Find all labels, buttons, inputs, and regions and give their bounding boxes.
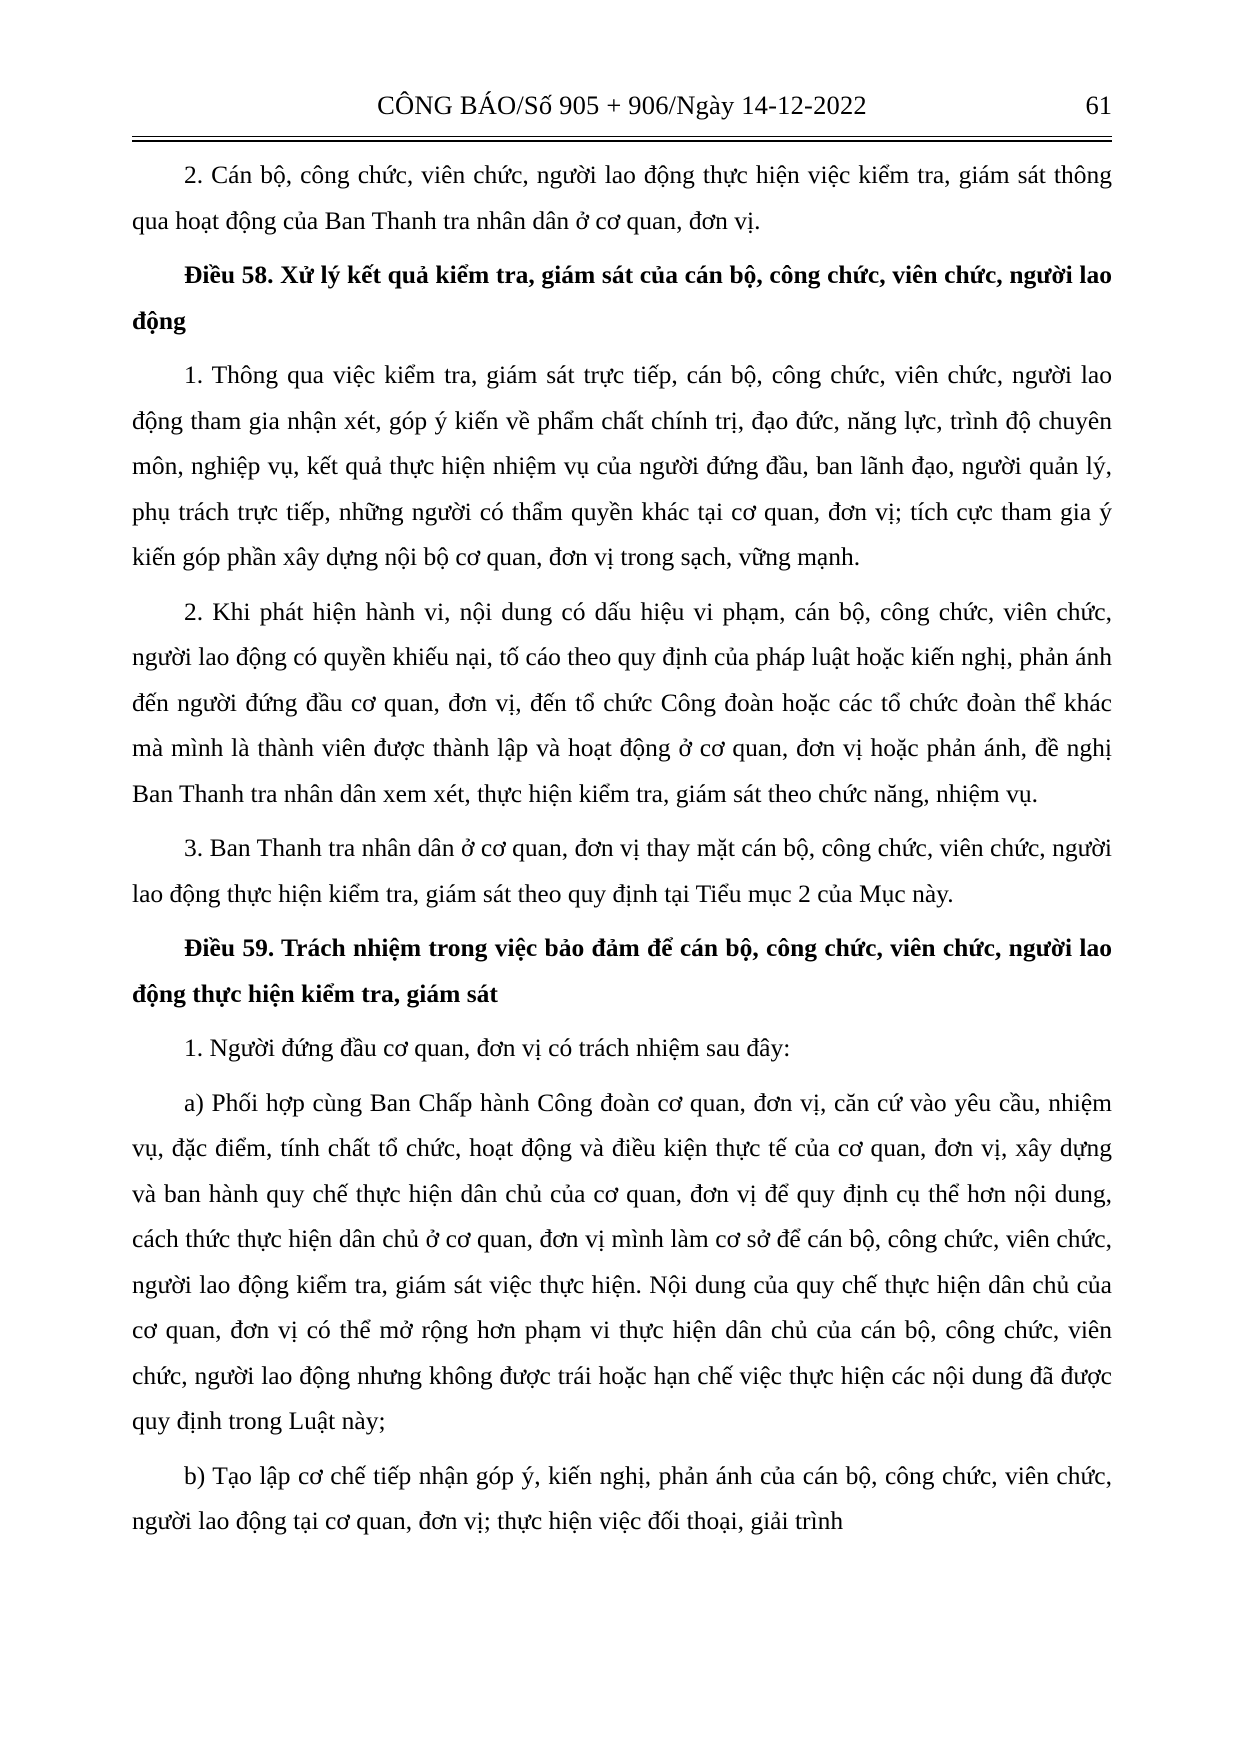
page-header (132, 90, 1112, 142)
header-divider (132, 136, 1112, 142)
article-heading-dieu-59: Điều 59. Trách nhiệm trong việc bảo đảm để cán bộ, công chức, viên chức, người lao động thực hiện kiểm tra, giám sát (132, 933, 1112, 1008)
paragraph-58-1: 1. Thông qua việc kiểm tra, giám sát trực tiếp, cán bộ, công chức, viên chức, người lao động tham gia nhận xét, góp ý kiến về phẩm chất chính trị, đạo đức, năng lực, trình độ chuyên môn, nghiệp vụ, kết quả thực hiện nhiệm vụ của người đứng đầu, ban lãnh đạo, người quản lý, phụ trách trực tiếp, những người có thẩm quyền khác tại cơ quan, đơn vị; tích cực tham gia ý kiến góp phần xây dựng nội bộ cơ quan, đơn vị trong sạch, vững mạnh. (132, 360, 1112, 571)
header-line (132, 90, 1112, 130)
paragraph-59-1-a: a) Phối hợp cùng Ban Chấp hành Công đoàn cơ quan, đơn vị, căn cứ vào yêu cầu, nhiệm vụ, đặc điểm, tính chất tổ chức, hoạt động và điều kiện thực tế của cơ quan, đơn vị, xây dựng và ban hành quy chế thực hiện dân chủ của cơ quan, đơn vị để quy định cụ thể hơn nội dung, cách thức thực hiện dân chủ ở cơ quan, đơn vị mình làm cơ sở để cán bộ, công chức, viên chức, người lao động kiểm tra, giám sát việc thực hiện. Nội dung của quy chế thực hiện dân chủ của cơ quan, đơn vị có thể mở rộng hơn phạm vi thực hiện dân chủ của cán bộ, công chức, viên chức, người lao động nhưng không được trái hoặc hạn chế việc thực hiện các nội dung đã được quy định trong Luật này; (132, 1087, 1112, 1435)
paragraph-58-2b: 2. Khi phát hiện hành vi, nội dung có dấu hiệu vi phạm, cán bộ, công chức, viên chức, người lao động có quyền khiếu nại, tố cáo theo quy định của pháp luật hoặc kiến nghị, phản ánh đến người đứng đầu cơ quan, đơn vị, đến tổ chức Công đoàn hoặc các tổ chức đoàn thể khác mà mình là thành viên được thành lập và hoạt động ở cơ quan, đơn vị hoặc phản ánh, đề nghị Ban Thanh tra nhân dân xem xét, thực hiện kiểm tra, giám sát theo chức năng, nhiệm vụ. (132, 596, 1112, 808)
page-number: 61 (1085, 90, 1112, 120)
paragraph-58-3: 3. Ban Thanh tra nhân dân ở cơ quan, đơn vị thay mặt cán bộ, công chức, viên chức, người lao động thực hiện kiểm tra, giám sát theo quy định tại Tiểu mục 2 của Mục này. (132, 833, 1112, 908)
header-rule-thick (132, 140, 1112, 142)
document-body (132, 152, 1112, 1553)
paragraph-59-1-b: b) Tạo lập cơ chế tiếp nhận góp ý, kiến nghị, phản ánh của cán bộ, công chức, viên chức, người lao động tại cơ quan, đơn vị; thực hiện việc đối thoại, giải trình (132, 1460, 1112, 1535)
paragraph-58-2: 2. Cán bộ, công chức, viên chức, người lao động thực hiện việc kiểm tra, giám sát thông qua hoạt động của Ban Thanh tra nhân dân ở cơ quan, đơn vị. (132, 160, 1112, 235)
gazette-title: CÔNG BÁO/Số 905 + 906/Ngày 14-12-2022 (377, 90, 867, 120)
paragraph-59-1: 1. Người đứng đầu cơ quan, đơn vị có trách nhiệm sau đây: (184, 1033, 791, 1062)
article-heading-dieu-58: Điều 58. Xử lý kết quả kiểm tra, giám sát của cán bộ, công chức, viên chức, người lao động (132, 260, 1112, 335)
